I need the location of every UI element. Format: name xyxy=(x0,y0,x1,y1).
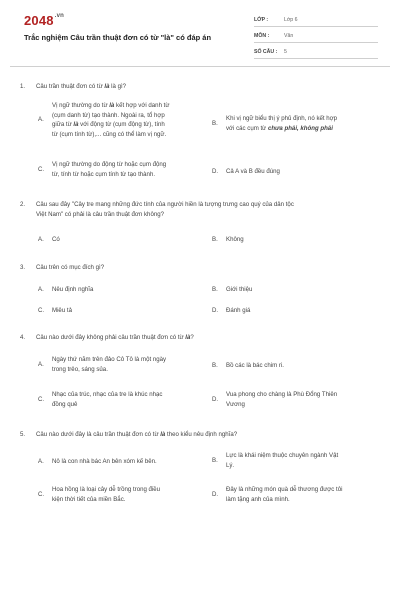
question-text xyxy=(36,82,376,92)
question-text xyxy=(36,430,376,440)
header-divider xyxy=(10,66,390,67)
option-letter: C. xyxy=(38,307,45,314)
option-4a[interactable] xyxy=(38,355,208,375)
question-text-part: theo kiểu nêu định nghĩa? xyxy=(165,431,238,438)
question-text-emphasis: là xyxy=(185,334,191,341)
option-text: Bồ các là bác chim ri. xyxy=(226,362,284,369)
meta-table xyxy=(254,14,378,62)
logo-suffix: .vn xyxy=(54,13,65,19)
question-text xyxy=(36,200,376,219)
option-line: Lý. xyxy=(226,461,235,469)
option-1a[interactable] xyxy=(38,101,208,141)
meta-value: Lớp 6 xyxy=(284,17,298,23)
option-line: Vua phong cho chàng là Phù Đổng Thiên xyxy=(226,391,338,398)
option-4c[interactable] xyxy=(38,390,208,410)
meta-label: MÔN : xyxy=(254,33,270,39)
option-letter: A. xyxy=(38,361,44,368)
option-letter: B. xyxy=(212,362,218,369)
option-4d[interactable] xyxy=(212,390,382,410)
option-3a[interactable] xyxy=(38,285,208,297)
option-text: Nêu định nghĩa xyxy=(52,286,94,293)
option-1c[interactable] xyxy=(38,160,208,180)
option-letter: B. xyxy=(212,120,218,127)
option-text: Cả A và B đều đúng xyxy=(226,168,280,175)
question-number: 4. xyxy=(20,334,26,341)
option-3b[interactable] xyxy=(212,285,382,297)
question-text: Câu trên có mục đích gì? xyxy=(36,264,105,271)
option-letter: D. xyxy=(212,491,219,498)
meta-value: 5 xyxy=(284,49,287,55)
option-text xyxy=(52,160,166,179)
option-line: Nhạc của trúc, nhạc của tre là khúc nhạc xyxy=(52,391,163,398)
meta-label: LỚP : xyxy=(254,17,269,23)
option-line: làm tặng anh của mình. xyxy=(226,495,290,503)
option-letter: B. xyxy=(212,236,218,243)
option-text xyxy=(226,451,338,470)
option-text: Nô là con nhà bác An bên xóm kế bên. xyxy=(52,458,157,465)
option-2a[interactable] xyxy=(38,235,208,247)
option-line: Đây là những món quà dễ thương được tôi xyxy=(226,486,343,493)
option-text xyxy=(52,355,166,374)
question-line: Việt Nam" có phải là câu trần thuật đơn không? xyxy=(36,210,165,218)
option-text xyxy=(226,485,342,504)
question-number: 1. xyxy=(20,83,26,90)
document-title: Trắc nghiệm Câu trần thuật đơn có từ "là" có đáp án xyxy=(24,33,212,42)
question-text-part: Câu trần thuật đơn có từ xyxy=(36,83,105,90)
question-text-part: là gì? xyxy=(109,83,127,90)
option-line: đồng quê xyxy=(52,400,78,408)
option-text: Đánh giá xyxy=(226,307,251,314)
option-2b[interactable] xyxy=(212,235,382,247)
option-5c[interactable] xyxy=(38,485,208,505)
option-text: Vị ngữ thường do từ là kết hợp với danh từ (cụm danh từ) tạo thành. Ngoài ra, tổ hợp giữa từ là với động từ (cụm động từ), tính từ (cụm tính từ),... cũng có thể làm vị ngữ. xyxy=(52,102,170,138)
option-3d[interactable] xyxy=(212,306,382,318)
option-text: Giới thiệu xyxy=(226,286,253,293)
option-letter: D. xyxy=(212,396,219,403)
option-letter: A. xyxy=(38,458,44,465)
page-header xyxy=(0,0,400,60)
question-text xyxy=(36,333,376,343)
option-4b[interactable] xyxy=(212,361,382,373)
meta-row-count xyxy=(254,46,378,59)
question-text-emphasis: là xyxy=(104,83,110,90)
question-text-part: Câu nào dưới đây là câu trần thuật đơn có từ xyxy=(36,431,161,438)
site-logo[interactable] xyxy=(24,13,64,28)
option-line: Vương xyxy=(226,400,245,408)
question-text-part: ? xyxy=(190,334,194,341)
option-letter: A. xyxy=(38,236,44,243)
option-text: Miêu tả xyxy=(52,307,72,314)
question-number: 2. xyxy=(20,201,26,208)
meta-row-subject xyxy=(254,30,378,43)
option-1d[interactable] xyxy=(212,167,382,179)
option-letter: C. xyxy=(38,166,45,173)
option-5a[interactable] xyxy=(38,457,208,469)
option-5b[interactable] xyxy=(212,451,382,471)
option-text: Không xyxy=(226,236,244,243)
question-number: 5. xyxy=(20,431,26,438)
option-1b[interactable] xyxy=(212,114,382,134)
option-text xyxy=(52,390,162,409)
meta-label: SỐ CÂU : xyxy=(254,49,278,55)
question-line: Câu sau đây "Cây tre mang những đức tính của người hiền là tượng trưng cao quý của dân tộc xyxy=(36,201,294,208)
option-letter: A. xyxy=(38,116,44,123)
option-text: Khi vị ngữ biểu thị ý phủ định, nó kết hợp với các cụm từ chưa phải, không phải xyxy=(226,115,338,132)
option-line: Vị ngữ thường do động từ hoặc cụm động xyxy=(52,161,167,168)
option-text xyxy=(226,390,337,409)
option-letter: D. xyxy=(212,307,219,314)
option-letter: B. xyxy=(212,457,218,464)
option-3c[interactable] xyxy=(38,306,208,318)
option-line: kiện thời tiết của miền Bắc. xyxy=(52,495,126,503)
option-line: Hoa hồng là loại cây dễ trồng trong điều xyxy=(52,486,161,493)
option-text xyxy=(52,485,160,504)
logo-text: 2048 xyxy=(24,13,54,28)
meta-value: Văn xyxy=(284,33,294,39)
option-letter: C. xyxy=(38,491,45,498)
option-line: từ, tính từ hoặc cụm tính từ tạo thành. xyxy=(52,170,156,178)
option-line: trong trẻo, sáng sủa. xyxy=(52,365,108,373)
option-line: Lực là khái niệm thuộc chuyên ngành Vật xyxy=(226,452,339,459)
option-5d[interactable] xyxy=(212,485,382,505)
option-letter: D. xyxy=(212,168,219,175)
option-letter: A. xyxy=(38,286,44,293)
question-number: 3. xyxy=(20,264,26,271)
option-letter: B. xyxy=(212,286,218,293)
option-text: Có xyxy=(52,236,60,243)
question-text-part: Câu nào dưới đây không phải câu trần thuật đơn có từ xyxy=(36,334,186,341)
option-line: Ngày thứ năm trên đảo Cô Tô là một ngày xyxy=(52,356,167,363)
question-text-emphasis: là xyxy=(160,431,166,438)
option-letter: C. xyxy=(38,396,45,403)
meta-row-class xyxy=(254,14,378,27)
